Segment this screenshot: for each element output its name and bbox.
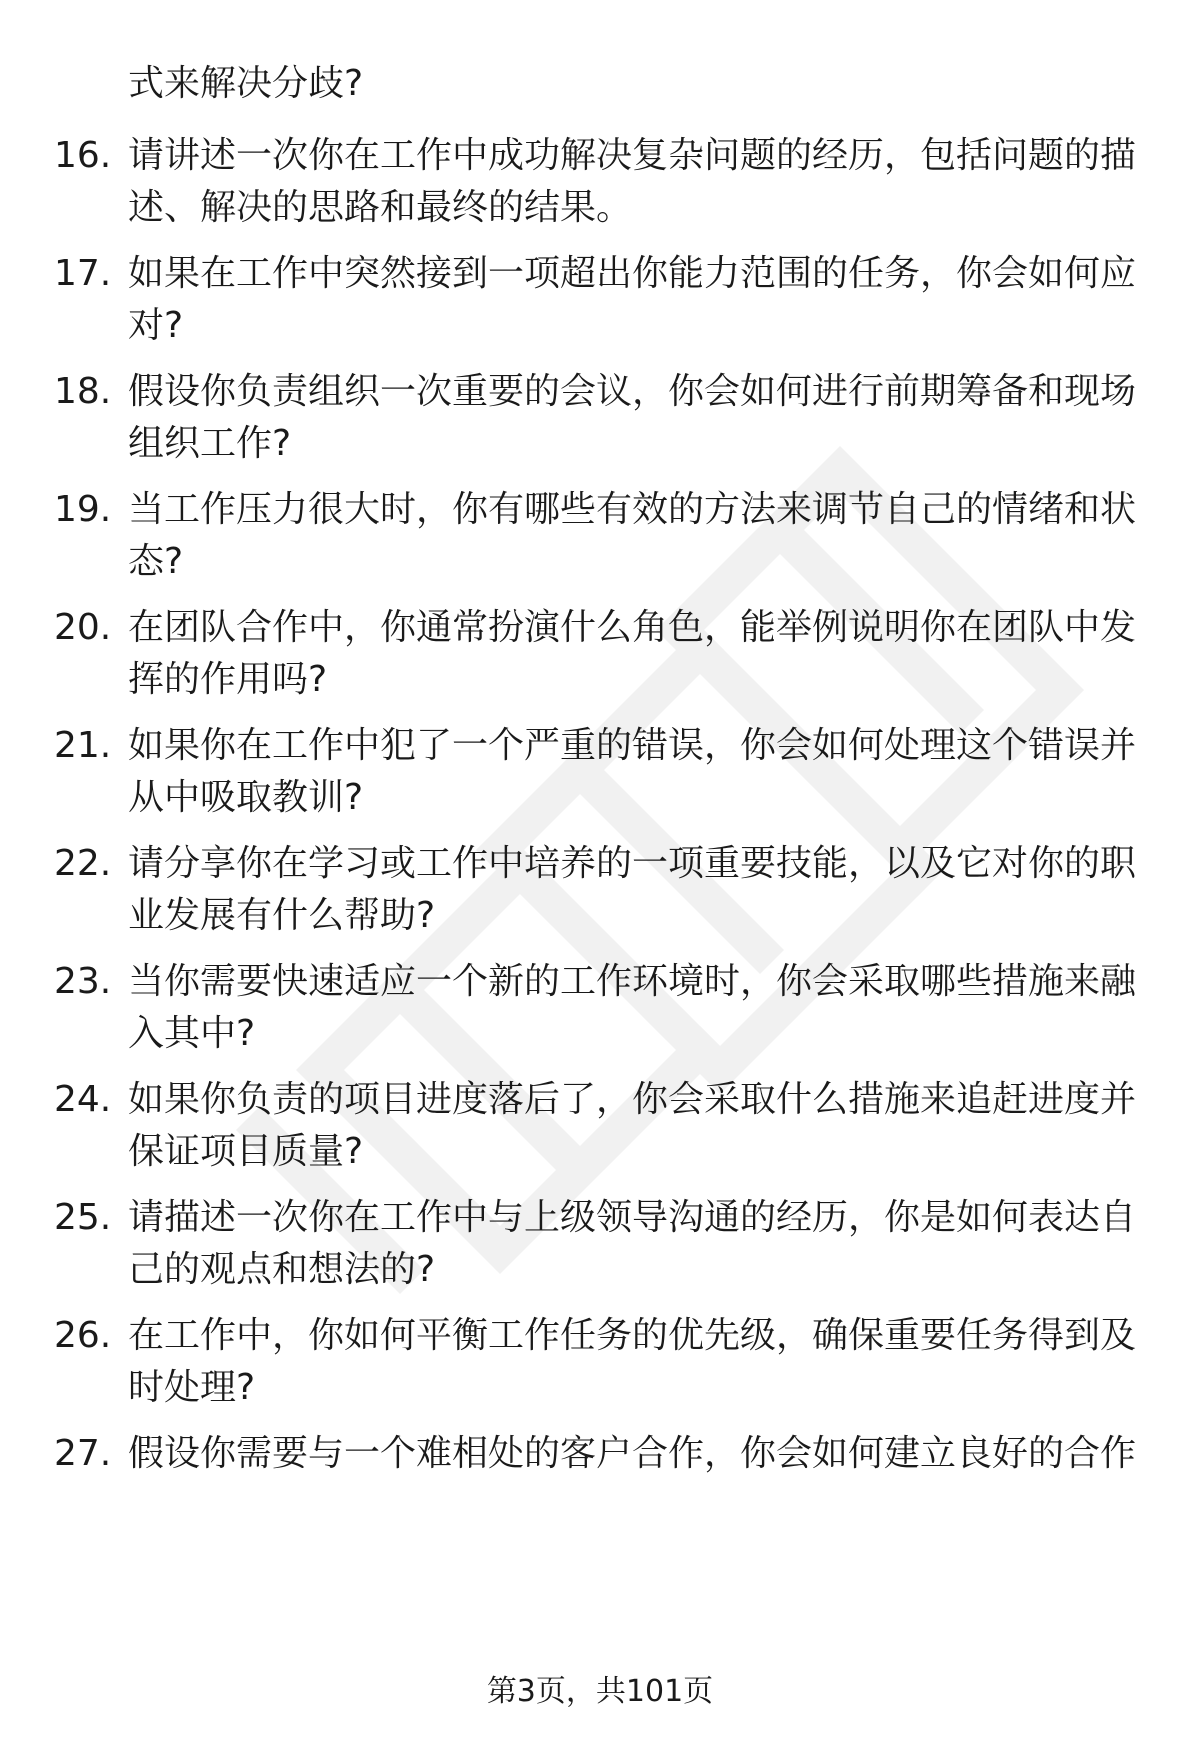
question-text: 请分享你在学习或工作中培养的一项重要技能，以及它对你的职业发展有什么帮助? — [128, 843, 1137, 936]
question-text: 如果你在工作中犯了一个严重的错误，你会如何处理这个错误并从中吸取教训? — [128, 725, 1137, 818]
question-number: 22. — [54, 843, 112, 884]
page-footer: 第3页，共101页 — [486, 1674, 714, 1709]
question-number: 17. — [54, 253, 112, 294]
question-number: 19. — [54, 489, 112, 530]
question-number: 27. — [54, 1433, 112, 1474]
question-number: 18. — [54, 371, 112, 412]
question-text: 假设你负责组织一次重要的会议，你会如何进行前期筹备和现场组织工作? — [128, 371, 1137, 464]
question-text: 当你需要快速适应一个新的工作环境时，你会采取哪些措施来融入其中? — [128, 961, 1137, 1054]
question-number: 23. — [54, 961, 112, 1002]
question-text: 如果在工作中突然接到一项超出你能力范围的任务，你会如何应对? — [128, 253, 1137, 346]
question-text: 请描述一次你在工作中与上级领导沟通的经历，你是如何表达自己的观点和想法的? — [128, 1197, 1137, 1290]
question-number: 20. — [54, 607, 112, 648]
question-text: 当工作压力很大时，你有哪些有效的方法来调节自己的情绪和状态? — [128, 489, 1137, 582]
continuation-text: 式来解决分歧? — [128, 63, 364, 104]
question-text: 请讲述一次你在工作中成功解决复杂问题的经历，包括问题的描述、解决的思路和最终的结果。 — [128, 135, 1137, 228]
question-number: 26. — [54, 1315, 112, 1356]
question-number: 25. — [54, 1197, 112, 1238]
question-text: 在工作中，你如何平衡工作任务的优先级，确保重要任务得到及时处理? — [128, 1315, 1137, 1408]
question-text: 如果你负责的项目进度落后了，你会采取什么措施来追赶进度并保证项目质量? — [128, 1079, 1137, 1172]
question-number: 16. — [54, 135, 112, 176]
question-text: 在团队合作中，你通常扮演什么角色，能举例说明你在团队中发挥的作用吗? — [128, 607, 1137, 700]
question-number: 24. — [54, 1079, 112, 1120]
question-number: 21. — [54, 725, 112, 766]
question-text: 假设你需要与一个难相处的客户合作，你会如何建立良好的合作 — [128, 1433, 1137, 1474]
